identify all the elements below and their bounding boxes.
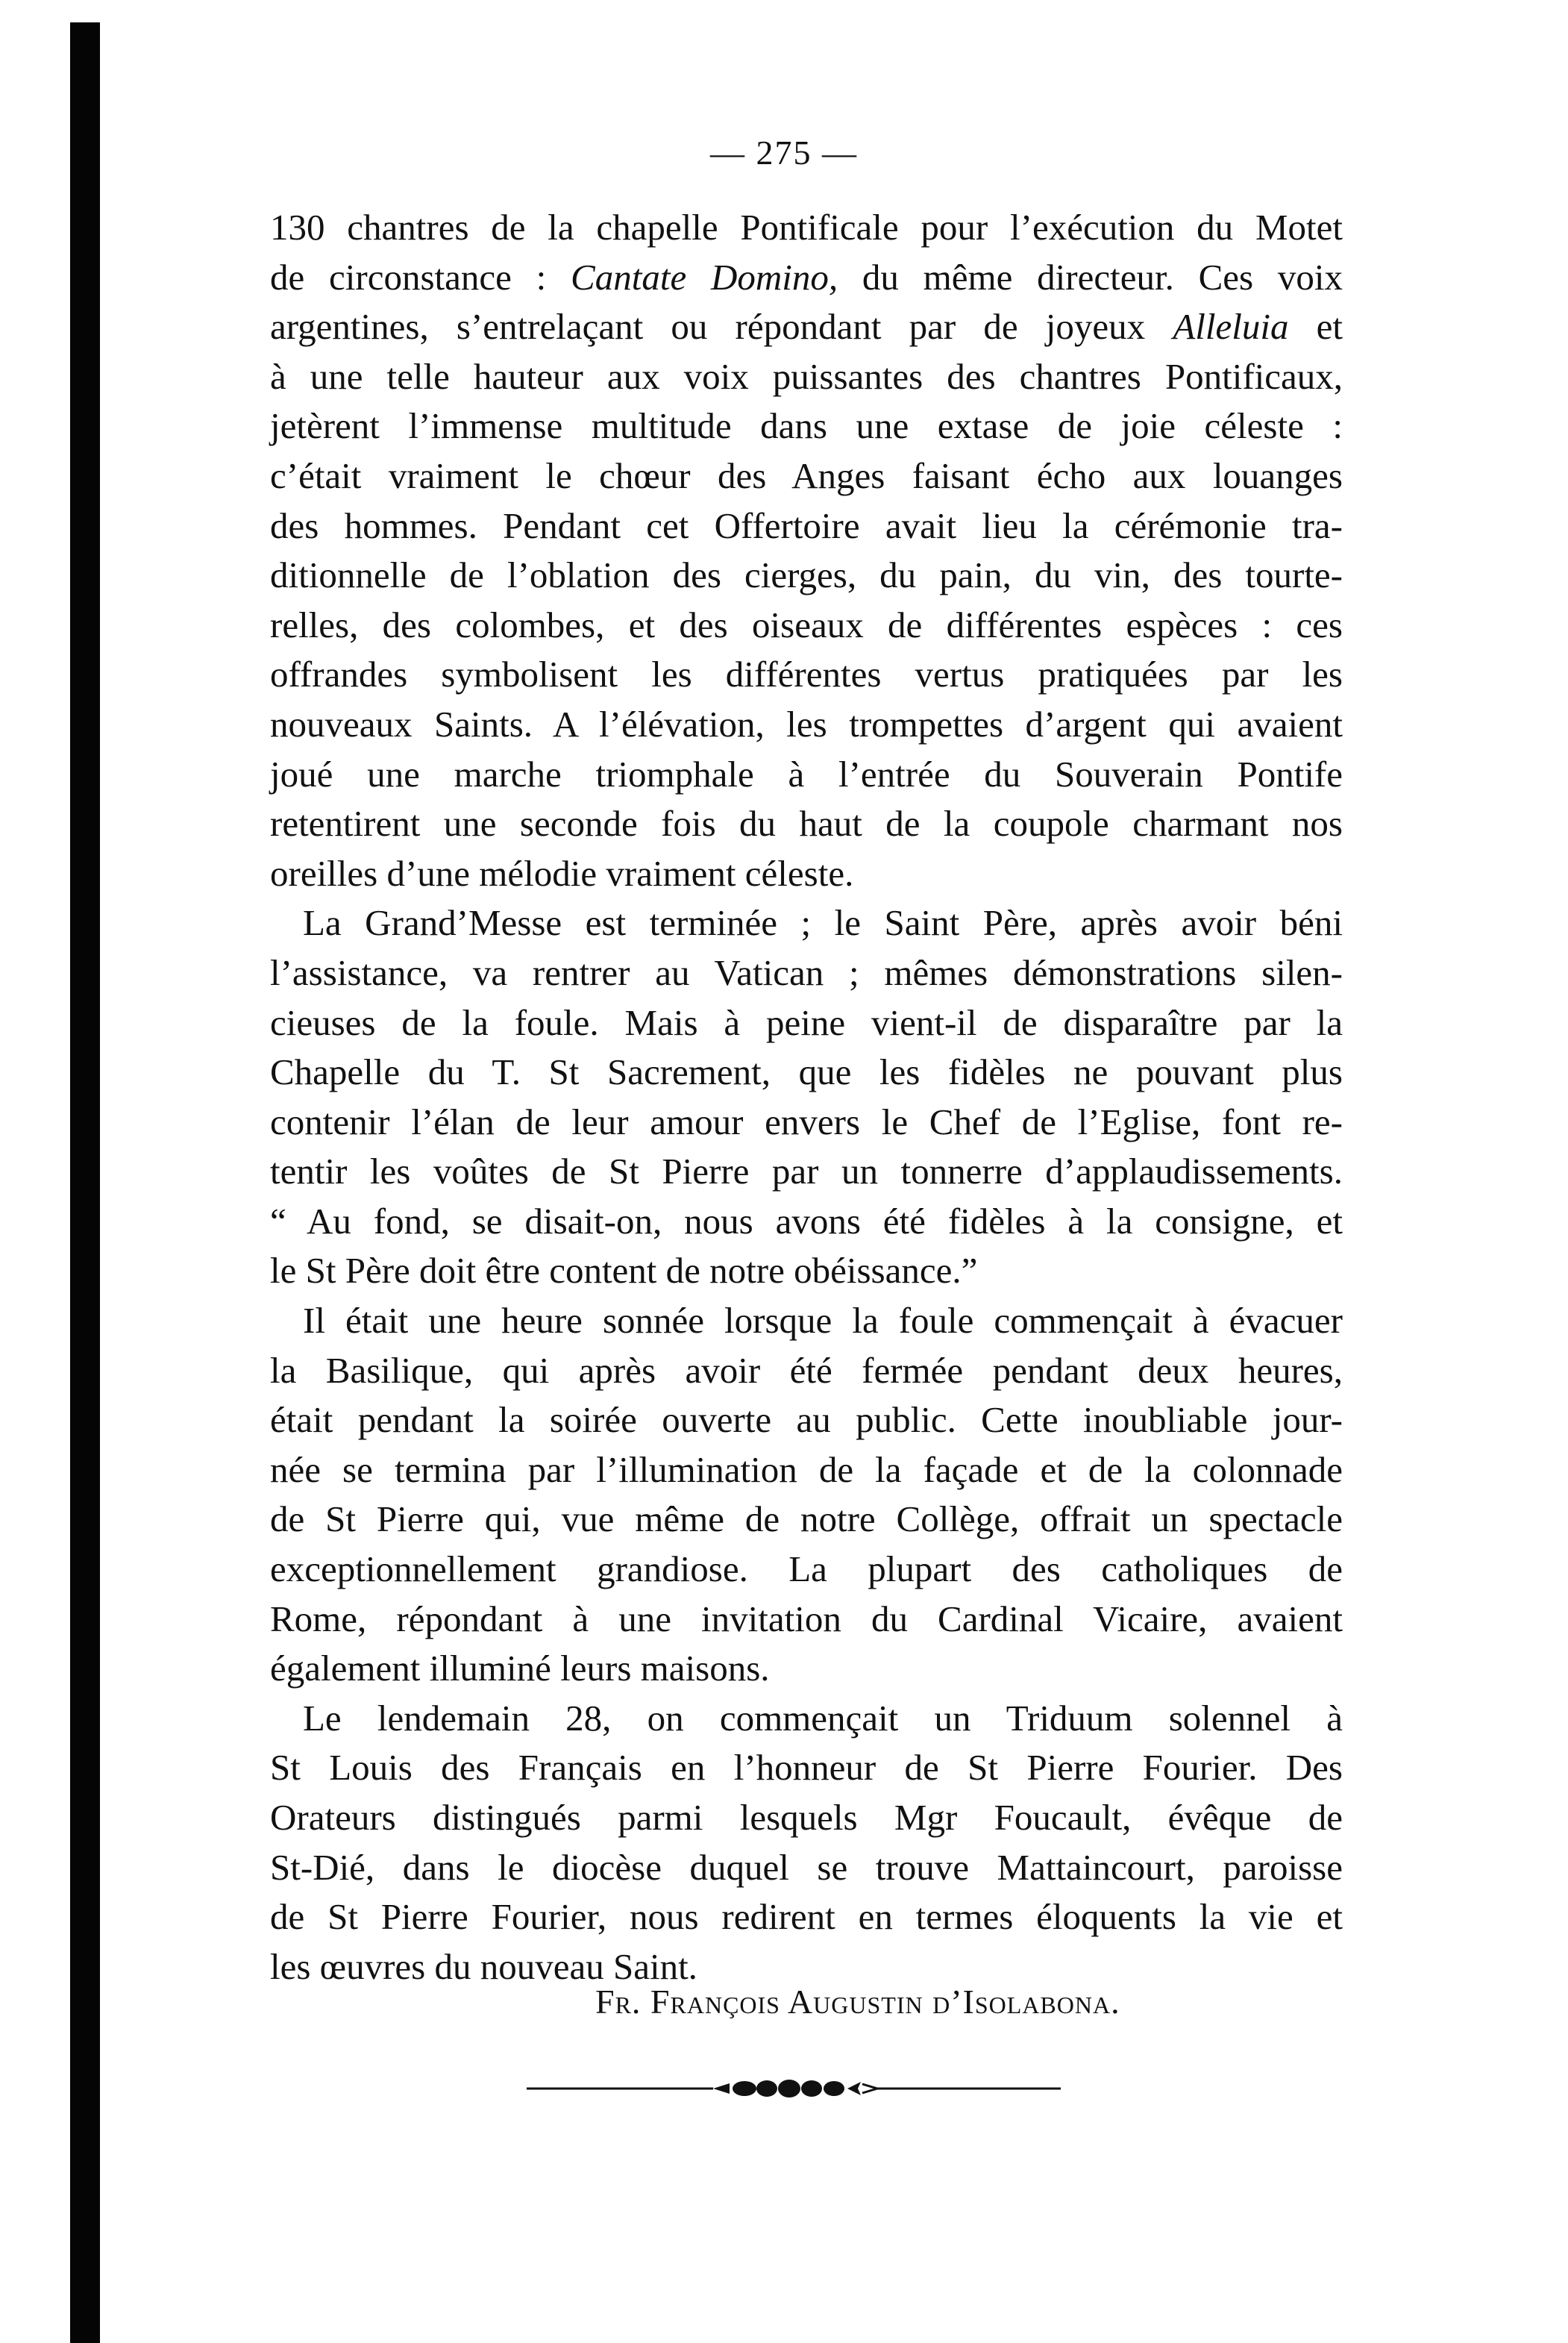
text-line: Le lendemain 28, on commençait un Triduum solennel à	[303, 1697, 1343, 1739]
text-line: Il était une heure sonnée lorsque la foule commençait à évacuer	[303, 1300, 1343, 1342]
text-line: 130 chantres de la chapelle Pontificale pour l’exécution du Motet	[270, 207, 1343, 248]
body-text	[270, 203, 1343, 1992]
scan-edge-bar	[70, 22, 100, 2343]
text-line: retentirent une seconde fois du haut de la coupole charmant nos	[270, 803, 1343, 845]
text-segment: argentines, s’entrelaçant ou répondant par de joyeux	[270, 306, 1173, 348]
text-line: également illuminé leurs maisons.	[270, 1648, 770, 1689]
text-line: ditionnelle de l’oblation des cierges, du pain, du vin, des tourte-	[270, 554, 1343, 596]
text-segment: de circonstance :	[270, 256, 571, 298]
text-line: Rome, répondant à une invitation du Cardinal Vicaire, avaient	[270, 1598, 1343, 1639]
text-line: Chapelle du T. St Sacrement, que les fidèles ne pouvant plus	[270, 1051, 1343, 1093]
text-segment: du même directeur. Ces voix	[838, 256, 1343, 298]
italic-title: Alleluia	[1173, 306, 1289, 348]
text-line: la Basilique, qui après avoir été fermée pendant deux heures,	[270, 1349, 1343, 1391]
italic-title: Cantate Domino,	[571, 256, 838, 298]
author-signature: Fr. François Augustin d’Isolabona.	[595, 1983, 1120, 2021]
text-line: contenir l’élan de leur amour envers le Chef de l’Eglise, font re-	[270, 1101, 1343, 1142]
text-line: était pendant la soirée ouverte au public. Cette inoubliable jour-	[270, 1399, 1343, 1441]
text-line: offrandes symbolisent les différentes vertus pratiquées par les	[270, 654, 1343, 695]
text-line: exceptionnellement grandiose. La plupart des catholiques de	[270, 1548, 1343, 1590]
text-line	[270, 302, 1343, 352]
text-line: “ Au fond, se disait-on, nous avons été fidèles à la consigne, et	[270, 1200, 1343, 1242]
text-line: Orateurs distingués parmi lesquels Mgr Foucault, évêque de	[270, 1797, 1343, 1838]
text-line: le St Père doit être content de notre obéissance.”	[270, 1250, 978, 1292]
ornament-divider-icon	[527, 2077, 1061, 2100]
text-line	[270, 253, 1343, 303]
text-segment: et	[1288, 306, 1343, 348]
text-line: l’assistance, va rentrer au Vatican ; mêmes démonstrations silen-	[270, 951, 1343, 993]
text-line: La Grand’Messe est terminée ; le Saint Père, après avoir béni	[303, 902, 1343, 944]
text-line: de St Pierre qui, vue même de notre Collège, offrait un spectacle	[270, 1498, 1343, 1540]
text-line: les œuvres du nouveau Saint.	[270, 1945, 697, 1987]
text-line: St-Dié, dans le diocèse duquel se trouve Mattaincourt, paroisse	[270, 1846, 1343, 1888]
text-line: cieuses de la foule. Mais à peine vient-il de disparaître par la	[270, 1001, 1343, 1043]
text-line: née se termina par l’illumination de la façade et de la colonnade	[270, 1448, 1343, 1490]
text-line: relles, des colombes, et des oiseaux de différentes espèces : ces	[270, 604, 1343, 645]
page-number: — 275 —	[710, 134, 858, 172]
text-line: des hommes. Pendant cet Offertoire avait lieu la cérémonie tra-	[270, 504, 1343, 546]
text-line: c’était vraiment le chœur des Anges faisant écho aux louanges	[270, 454, 1343, 496]
text-line: à une telle hauteur aux voix puissantes des chantres Pontificaux,	[270, 355, 1343, 397]
text-line: de St Pierre Fourier, nous redirent en termes éloquents la vie et	[270, 1896, 1343, 1938]
text-line: joué une marche triomphale à l’entrée du Souverain Pontife	[270, 753, 1343, 795]
text-line: oreilles d’une mélodie vraiment céleste.	[270, 852, 854, 894]
text-line: nouveaux Saints. A l’élévation, les trompettes d’argent qui avaient	[270, 703, 1343, 745]
text-line: jetèrent l’immense multitude dans une extase de joie céleste :	[270, 405, 1343, 447]
text-line: St Louis des Français en l’honneur de St Pierre Fourier. Des	[270, 1747, 1343, 1789]
text-line: tentir les voûtes de St Pierre par un tonnerre d’applaudissements.	[270, 1151, 1343, 1192]
